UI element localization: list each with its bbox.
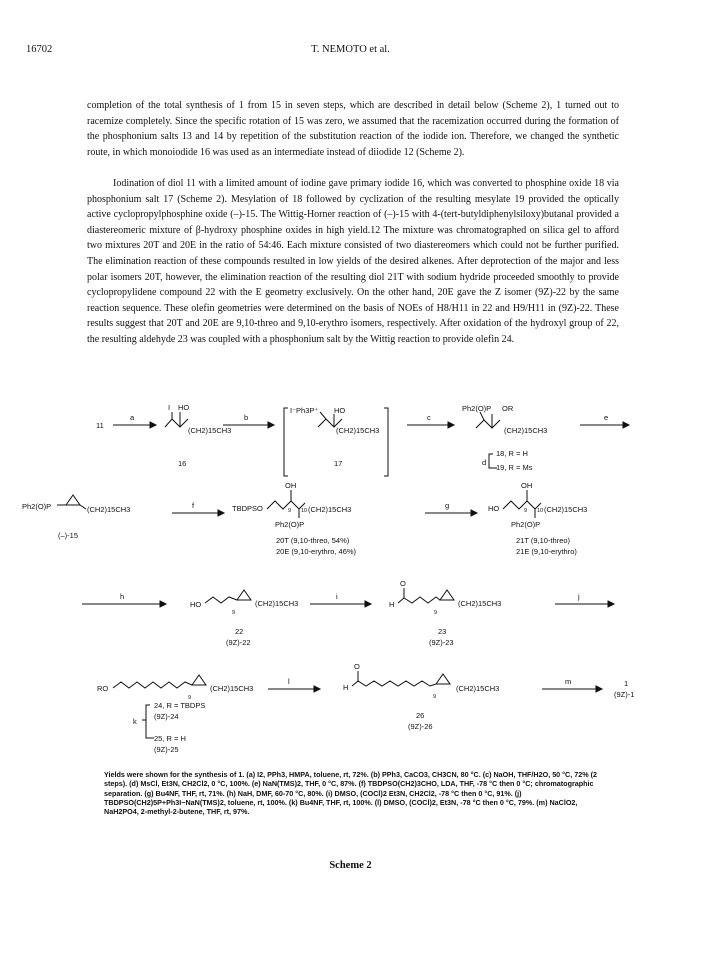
step-j-label: j bbox=[578, 592, 580, 601]
alkyl-chain-17: (CH2)15CH3 bbox=[336, 426, 380, 435]
or-group-18: OR bbox=[502, 404, 514, 413]
aldehyde-oxygen-26: O bbox=[354, 662, 360, 671]
ro-group-24: RO bbox=[97, 684, 109, 693]
body-paragraph-2: Iodination of diol 11 with a limited amount of iodine gave primary iodide 16, which was converted to phosphine oxide 18 via phosphonium salt 17 (Scheme 2). Mesylation of 18 followed by cyclization of the resulting mesylate 19 provided the optically active cyclopropylphosphine oxide (–)-15. The Wittig-Horner reaction of (–)-15 with 4-(tert-butyldiphenylsiloxy)butanal provided a diastereomeric mixture of β-hydroxy phosphine oxides in high yield.12 The mixture was chromatographed on silica gel to afford two mixtures 20T and 20E in the ratio of 54:46. Each mixture consisted of two diastereomers which could not be further purified. The elimination reaction of these compounds resulted in low yields of the desired alkenes. After deprotection of the major and less polar isomers 20T, however, the elimination reaction of the resulting diol 21T with sodium hydride proceeded smoothly to provide cyclopropylidene compound 22 with the E geometry exclusively. On the other hand, 20E gave the Z isomer (9Z)-22 by the same reaction sequence. These olefin geometries were determined on the basis of NOEs of H8/H11 in 22 and H9/H11 in (9Z)-22. These results suggest that 20T and 20E are 9,10-threo and 9,10-erythro isomers, respectively. After oxidation of the hydroxyl group of 22, the resulting aldehyde 23 was coupled with a phosphonium salt by the Wittig reaction to provide olefin 24. bbox=[87, 178, 619, 345]
locant-9-23: 9 bbox=[434, 610, 438, 616]
compound-23-label: 23 bbox=[438, 627, 447, 636]
step-i-label: i bbox=[336, 592, 338, 601]
hydroxy-group: HO bbox=[178, 403, 190, 412]
compound-9Z25-label: (9Z)-25 bbox=[154, 745, 179, 754]
hydroxy-terminal-21: HO bbox=[488, 504, 500, 513]
alkyl-chain-18: (CH2)15CH3 bbox=[504, 426, 548, 435]
running-head: T. NEMOTO et al. bbox=[311, 44, 390, 55]
compound-9Z23-label: (9Z)-23 bbox=[429, 638, 454, 647]
hydroxy-group-17: HO bbox=[334, 406, 346, 415]
step-h-label: h bbox=[120, 592, 125, 601]
compound-1-label: 1 bbox=[624, 679, 629, 688]
aldehyde-hydrogen-23: H bbox=[389, 600, 395, 609]
step-d-label: d bbox=[482, 458, 487, 467]
compound-22-label: 22 bbox=[235, 627, 244, 636]
locant-10-21: 10 bbox=[537, 508, 544, 514]
hydroxy-group-21: OH bbox=[521, 481, 533, 490]
compound-17-label: 17 bbox=[334, 459, 343, 468]
compound-26-label: 26 bbox=[416, 711, 425, 720]
alkyl-chain-21: (CH2)15CH3 bbox=[544, 505, 588, 514]
compound-20T-label: 20T (9,10-threo, 54%) bbox=[276, 536, 350, 545]
locant-9-22: 9 bbox=[232, 610, 236, 616]
aldehyde-oxygen-23: O bbox=[400, 579, 406, 588]
body-paragraph-1: completion of the total synthesis of 1 from 15 in seven steps, which are described in detail below (Scheme 2), 1 turned out to racemize completely. Since the specific rotation of 15 was zero, we assumed that the racemization occurred during the formation of the phosphonium salts 13 and 14 by repetition of the substitution reaction of the iodide ion. Therefore, we changed the synthetic route, in which monoiodide 16 was used as an intermediate instead of diiodide 12 (Scheme 2). bbox=[87, 100, 619, 158]
alkyl-chain-20: (CH2)15CH3 bbox=[308, 505, 352, 514]
step-c-label: c bbox=[427, 413, 431, 422]
phosphine-oxide-15: Ph2(O)P bbox=[22, 502, 52, 511]
locant-9-21: 9 bbox=[524, 508, 528, 514]
compound-16-label: 16 bbox=[178, 459, 187, 468]
scheme-title: Scheme 2 bbox=[329, 860, 372, 871]
compound-18-label: 18, R = H bbox=[496, 449, 528, 458]
phosphine-oxide-18: Ph2(O)P bbox=[462, 404, 492, 413]
compound-9Z1-label: (9Z)-1 bbox=[614, 690, 635, 699]
compound-19-label: 19, R = Ms bbox=[496, 463, 533, 472]
alkyl-chain-15: (CH2)15CH3 bbox=[87, 505, 131, 514]
alkyl-chain-23: (CH2)15CH3 bbox=[458, 599, 502, 608]
hydroxy-group-20: OH bbox=[285, 481, 297, 490]
hydroxy-terminal-22: HO bbox=[190, 600, 202, 609]
step-a-label: a bbox=[130, 413, 135, 422]
step-g-label: g bbox=[445, 501, 450, 510]
compound-15-label: (–)-15 bbox=[58, 531, 79, 540]
alkyl-chain-24: (CH2)15CH3 bbox=[210, 684, 254, 693]
scheme-caption: Yields were shown for the synthesis of 1. (a) I2, PPh3, HMPA, toluene, rt, 72%. (b) PPh3, CaCO3, CH3CN, 80 °C. (c) NaOH, THF/H2O, 50 °C, 72% (2 steps). (d) MsCl, Et3N, CH2Cl2, 0 °C, 100%. (e) NaN(TMS)2, THF, 0 °C, 87%. (f) TBDPSO(CH2)3CHO, LDA, THF, -78 °C then 0 °C; chromatographic separation. (g) Bu4NF, THF, rt, 71%. (h) NaH, DMF, 60-70 °C, 80%. (i) DMSO, (COCl)2 Et3N, CH2Cl2, -78 °C then 0 °C, 91%. (j) TBDPSO(CH2)5P+Ph3I−NaN(TMS)2, toluene, rt, 100%. (k) Bu4NF, THF, rt, 100%. (l) DMSO, (COCl)2, Et3N, -78 °C then 0 °C, 79%. (m) NaClO2, NaH2PO4, 2-methyl-2-butene, THF, rt, 97%. bbox=[104, 770, 598, 817]
alkyl-chain-16: (CH2)15CH3 bbox=[188, 426, 232, 435]
page-number: 16702 bbox=[26, 44, 53, 55]
alkyl-chain-26: (CH2)15CH3 bbox=[456, 684, 500, 693]
step-m-label: m bbox=[565, 677, 572, 686]
aldehyde-hydrogen-26: H bbox=[343, 683, 349, 692]
compound-25-label: 25, R = H bbox=[154, 734, 186, 743]
compound-24-label: 24, R = TBDPS bbox=[154, 701, 206, 710]
compound-21E-label: 21E (9,10-erythro) bbox=[516, 547, 577, 556]
compound-21T-label: 21T (9,10-threo) bbox=[516, 536, 571, 545]
step-b-label: b bbox=[244, 413, 249, 422]
scheme-2-diagram bbox=[0, 400, 701, 760]
phosphonium-group: I⁻Ph3P⁺ bbox=[290, 406, 319, 415]
alkyl-chain-22: (CH2)15CH3 bbox=[255, 599, 299, 608]
locant-9-26: 9 bbox=[433, 694, 437, 700]
tbdpso-group-20: TBDPSO bbox=[232, 504, 263, 513]
step-f-label: f bbox=[192, 501, 195, 510]
locant-10-20: 10 bbox=[301, 508, 308, 514]
step-e-label: e bbox=[604, 413, 609, 422]
compound-9Z24-label: (9Z)-24 bbox=[154, 712, 179, 721]
phosphine-oxide-20: Ph2(O)P bbox=[275, 520, 305, 529]
locant-9-20: 9 bbox=[288, 508, 292, 514]
locant-9-24: 9 bbox=[188, 695, 192, 701]
step-k-label: k bbox=[133, 717, 137, 726]
step-l-label: l bbox=[288, 677, 290, 686]
compound-9Z22-label: (9Z)-22 bbox=[226, 638, 251, 647]
compound-20E-label: 20E (9,10-erythro, 46%) bbox=[276, 547, 357, 556]
phosphine-oxide-21: Ph2(O)P bbox=[511, 520, 541, 529]
compound-9Z26-label: (9Z)-26 bbox=[408, 722, 433, 731]
compound-11-label: 11 bbox=[96, 421, 104, 430]
iodo-group: I bbox=[168, 403, 171, 412]
